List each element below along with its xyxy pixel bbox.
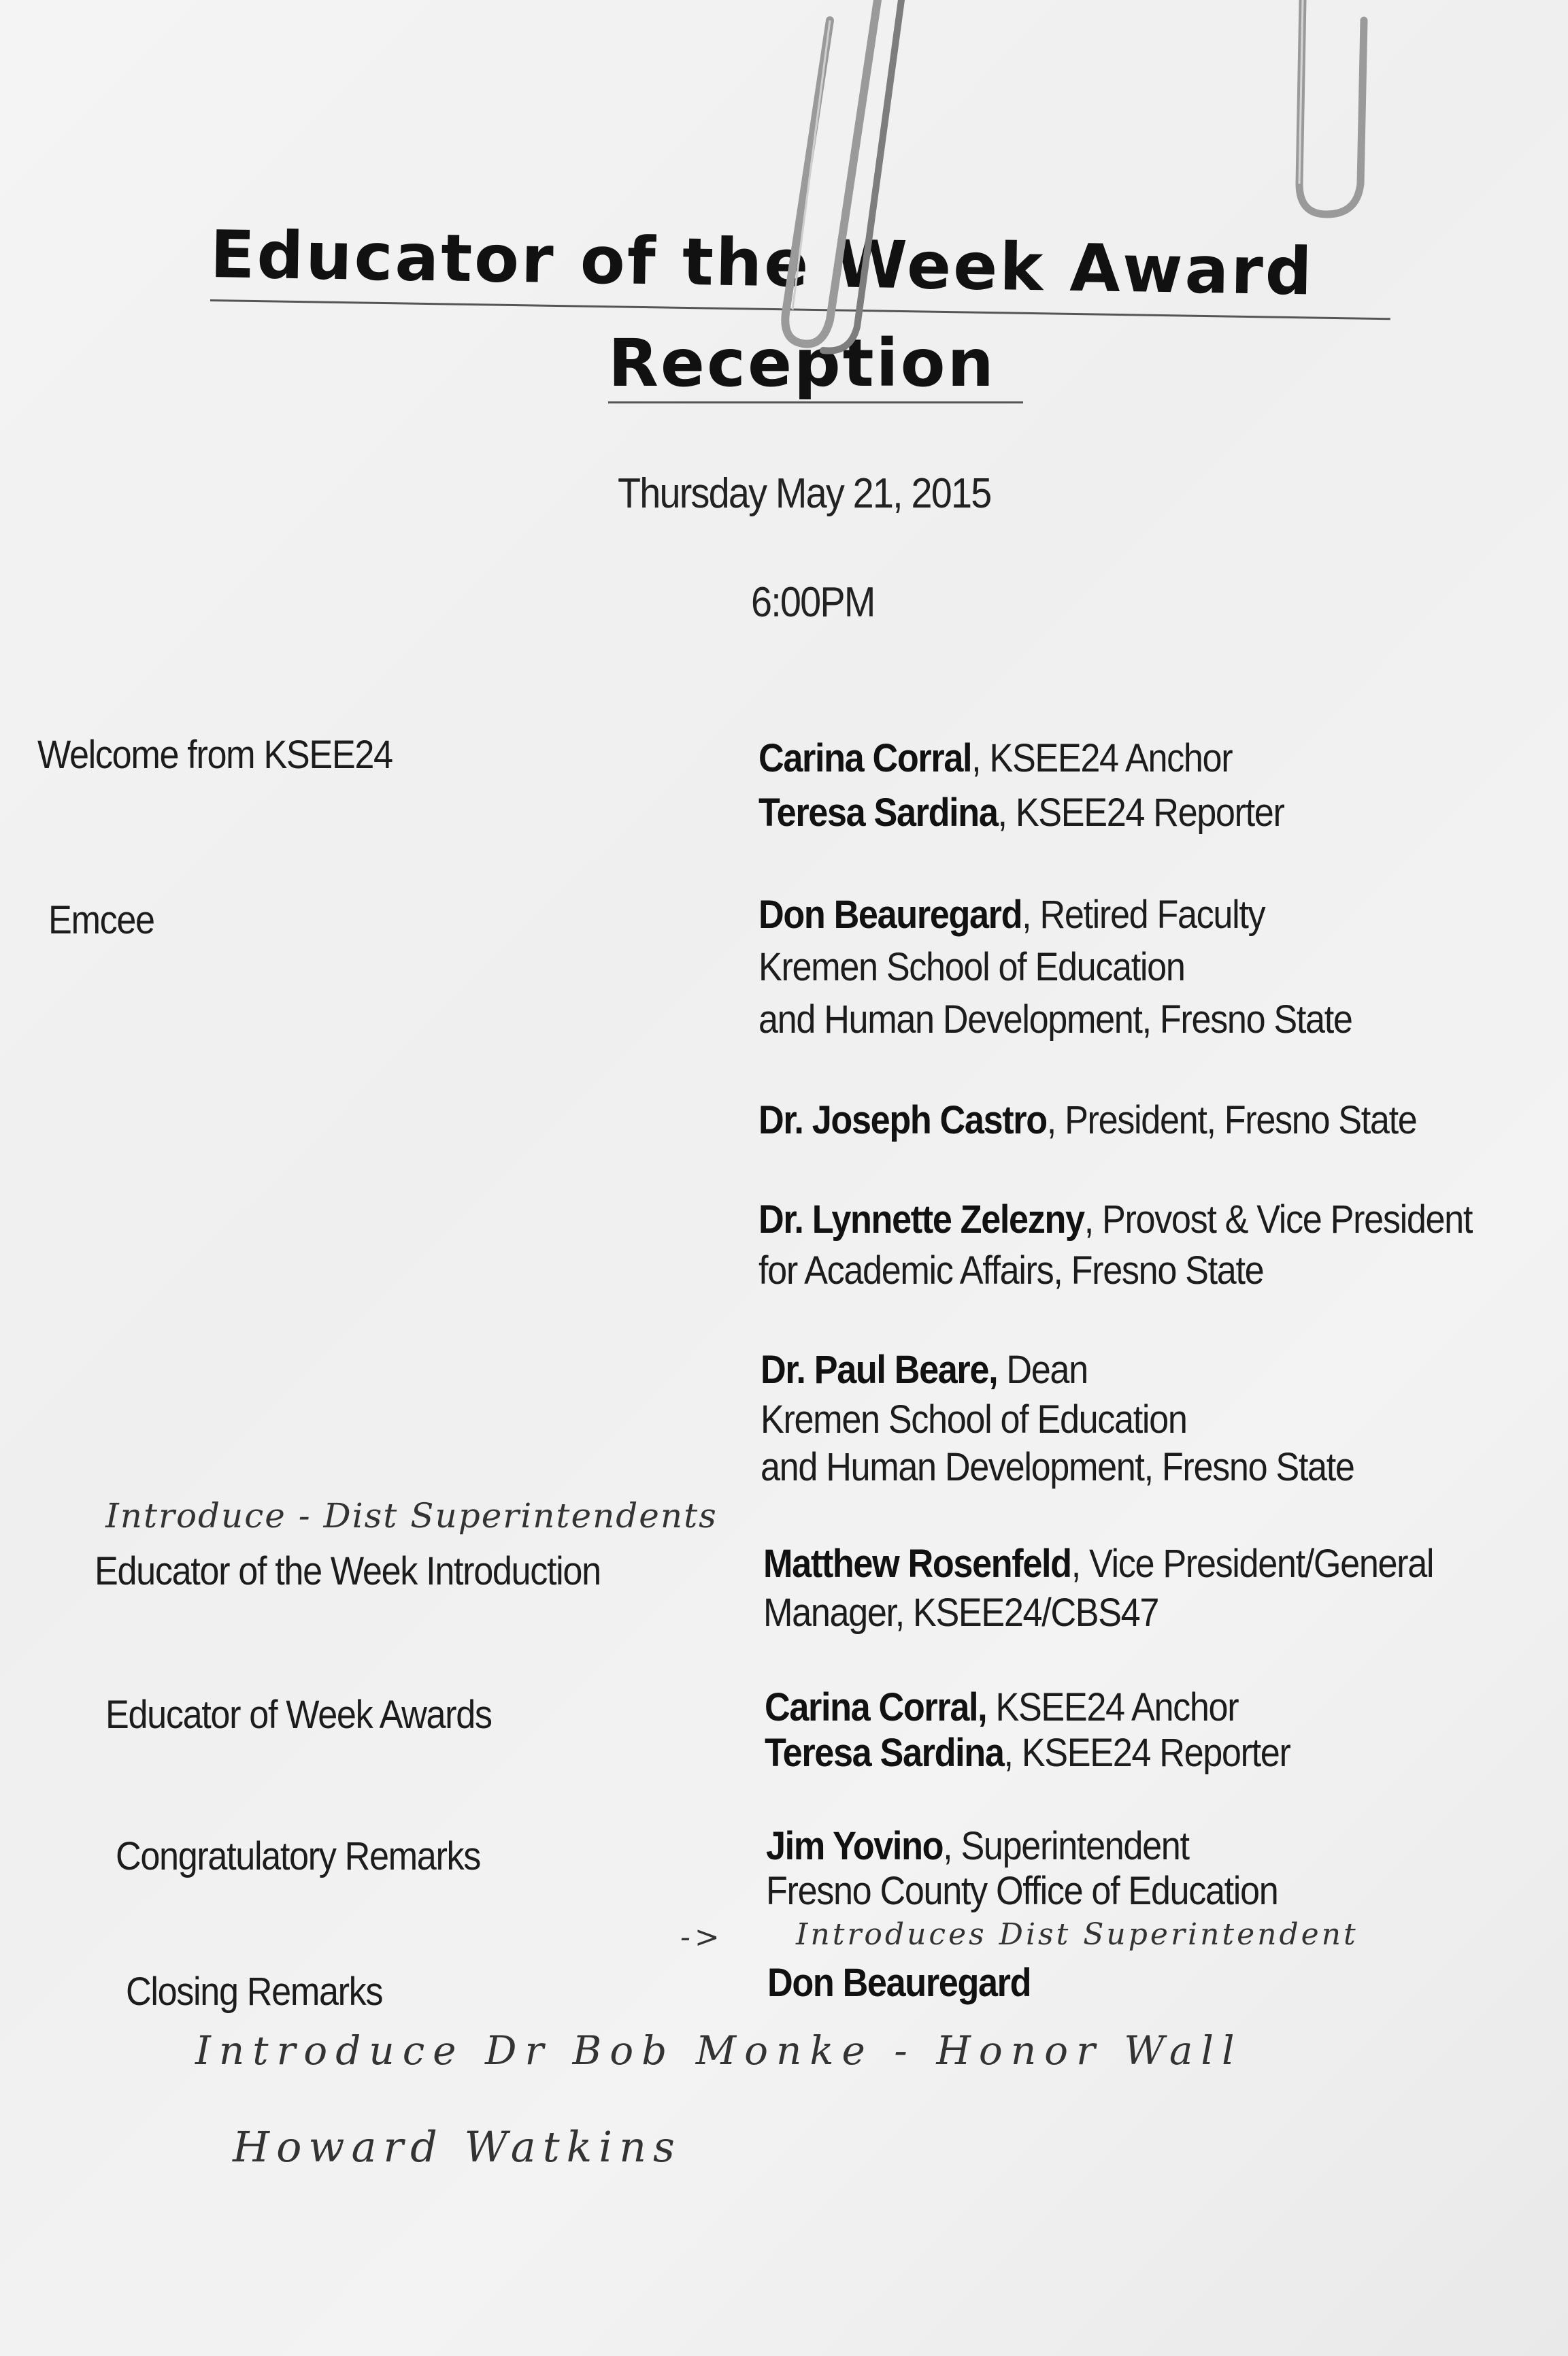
speaker-role: , Vice President/General [1071,1542,1434,1586]
label-educator-intro: Educator of the Week Introduction [95,1549,601,1593]
speaker-line [767,1963,1031,2003]
speaker-detail: Kremen School of Education [758,945,1185,989]
speaker-role: , President, Fresno State [1046,1098,1417,1142]
speaker-line [758,895,1265,935]
speaker-name: Don Beauregard [758,893,1022,937]
speaker-detail: Manager, KSEE24/CBS47 [763,1591,1159,1635]
title-line-2: Reception [608,325,996,401]
speaker-name: Dr. Paul Beare, [761,1348,998,1392]
speaker-name: Don Beauregard [767,1961,1031,2005]
event-time: 6:00PM [751,579,875,626]
speaker-detail: for Academic Affairs, Fresno State [758,1248,1264,1293]
speaker-line [761,1350,1088,1390]
speaker-line [758,793,1284,833]
speaker-name: Teresa Sardina [758,791,998,835]
speaker-line [765,1685,1239,1729]
speaker-line [758,1197,1473,1242]
speaker-name: Dr. Joseph Castro [758,1098,1047,1142]
label-welcome: Welcome from KSEE24 [37,733,393,777]
speaker-role: , Retired Faculty [1022,893,1265,937]
event-date: Thursday May 21, 2015 [618,470,991,517]
speaker-detail: and Human Development, Fresno State [761,1445,1354,1489]
handwritten-arrow: -> [680,1920,724,1955]
label-closing: Closing Remarks [126,1970,383,2014]
speaker-name: Dr. Lynnette Zelezny [758,1197,1084,1242]
handwritten-note: Introduces Dist Superintendent [796,1917,1358,1952]
label-awards: Educator of Week Awards [105,1693,492,1737]
title-underline-2 [608,401,1023,403]
speaker-role: , Provost & Vice President [1084,1197,1473,1242]
paper-clip-icon [735,0,912,354]
speaker-name: Carina Corral [758,736,972,780]
speaker-line [763,1544,1433,1584]
speaker-name: Matthew Rosenfeld [763,1542,1071,1586]
speaker-line [765,1733,1290,1773]
handwritten-note: Introduce - Dist Superintendents [105,1496,718,1536]
speaker-line [758,736,1233,780]
speaker-name: Carina Corral, [765,1685,987,1729]
speaker-role: , KSEE24 Reporter [997,791,1284,835]
speaker-role: , Superintendent [943,1824,1189,1868]
speaker-name: Jim Yovino [766,1824,944,1868]
speaker-detail: Fresno County Office of Education [766,1869,1278,1913]
handwritten-note: Howard Watkins [233,2122,682,2172]
handwritten-note: Introduce Dr Bob Monke - Honor Wall [195,2027,1243,2074]
speaker-detail: Kremen School of Education [761,1397,1187,1442]
paper-clip-icon [1289,0,1384,225]
speaker-line [766,1824,1189,1868]
speaker-line [758,1098,1417,1142]
speaker-detail: and Human Development, Fresno State [758,997,1352,1042]
label-emcee: Emcee [48,898,154,942]
title-line-1: Educator of the Week Award [210,216,1315,310]
label-congratulatory: Congratulatory Remarks [116,1834,481,1878]
speaker-role: Dean [997,1348,1088,1392]
speaker-role: , KSEE24 Anchor [971,736,1233,780]
speaker-role: KSEE24 Anchor [986,1685,1239,1729]
speaker-role: , KSEE24 Reporter [1003,1731,1290,1775]
speaker-name: Teresa Sardina [765,1731,1004,1775]
